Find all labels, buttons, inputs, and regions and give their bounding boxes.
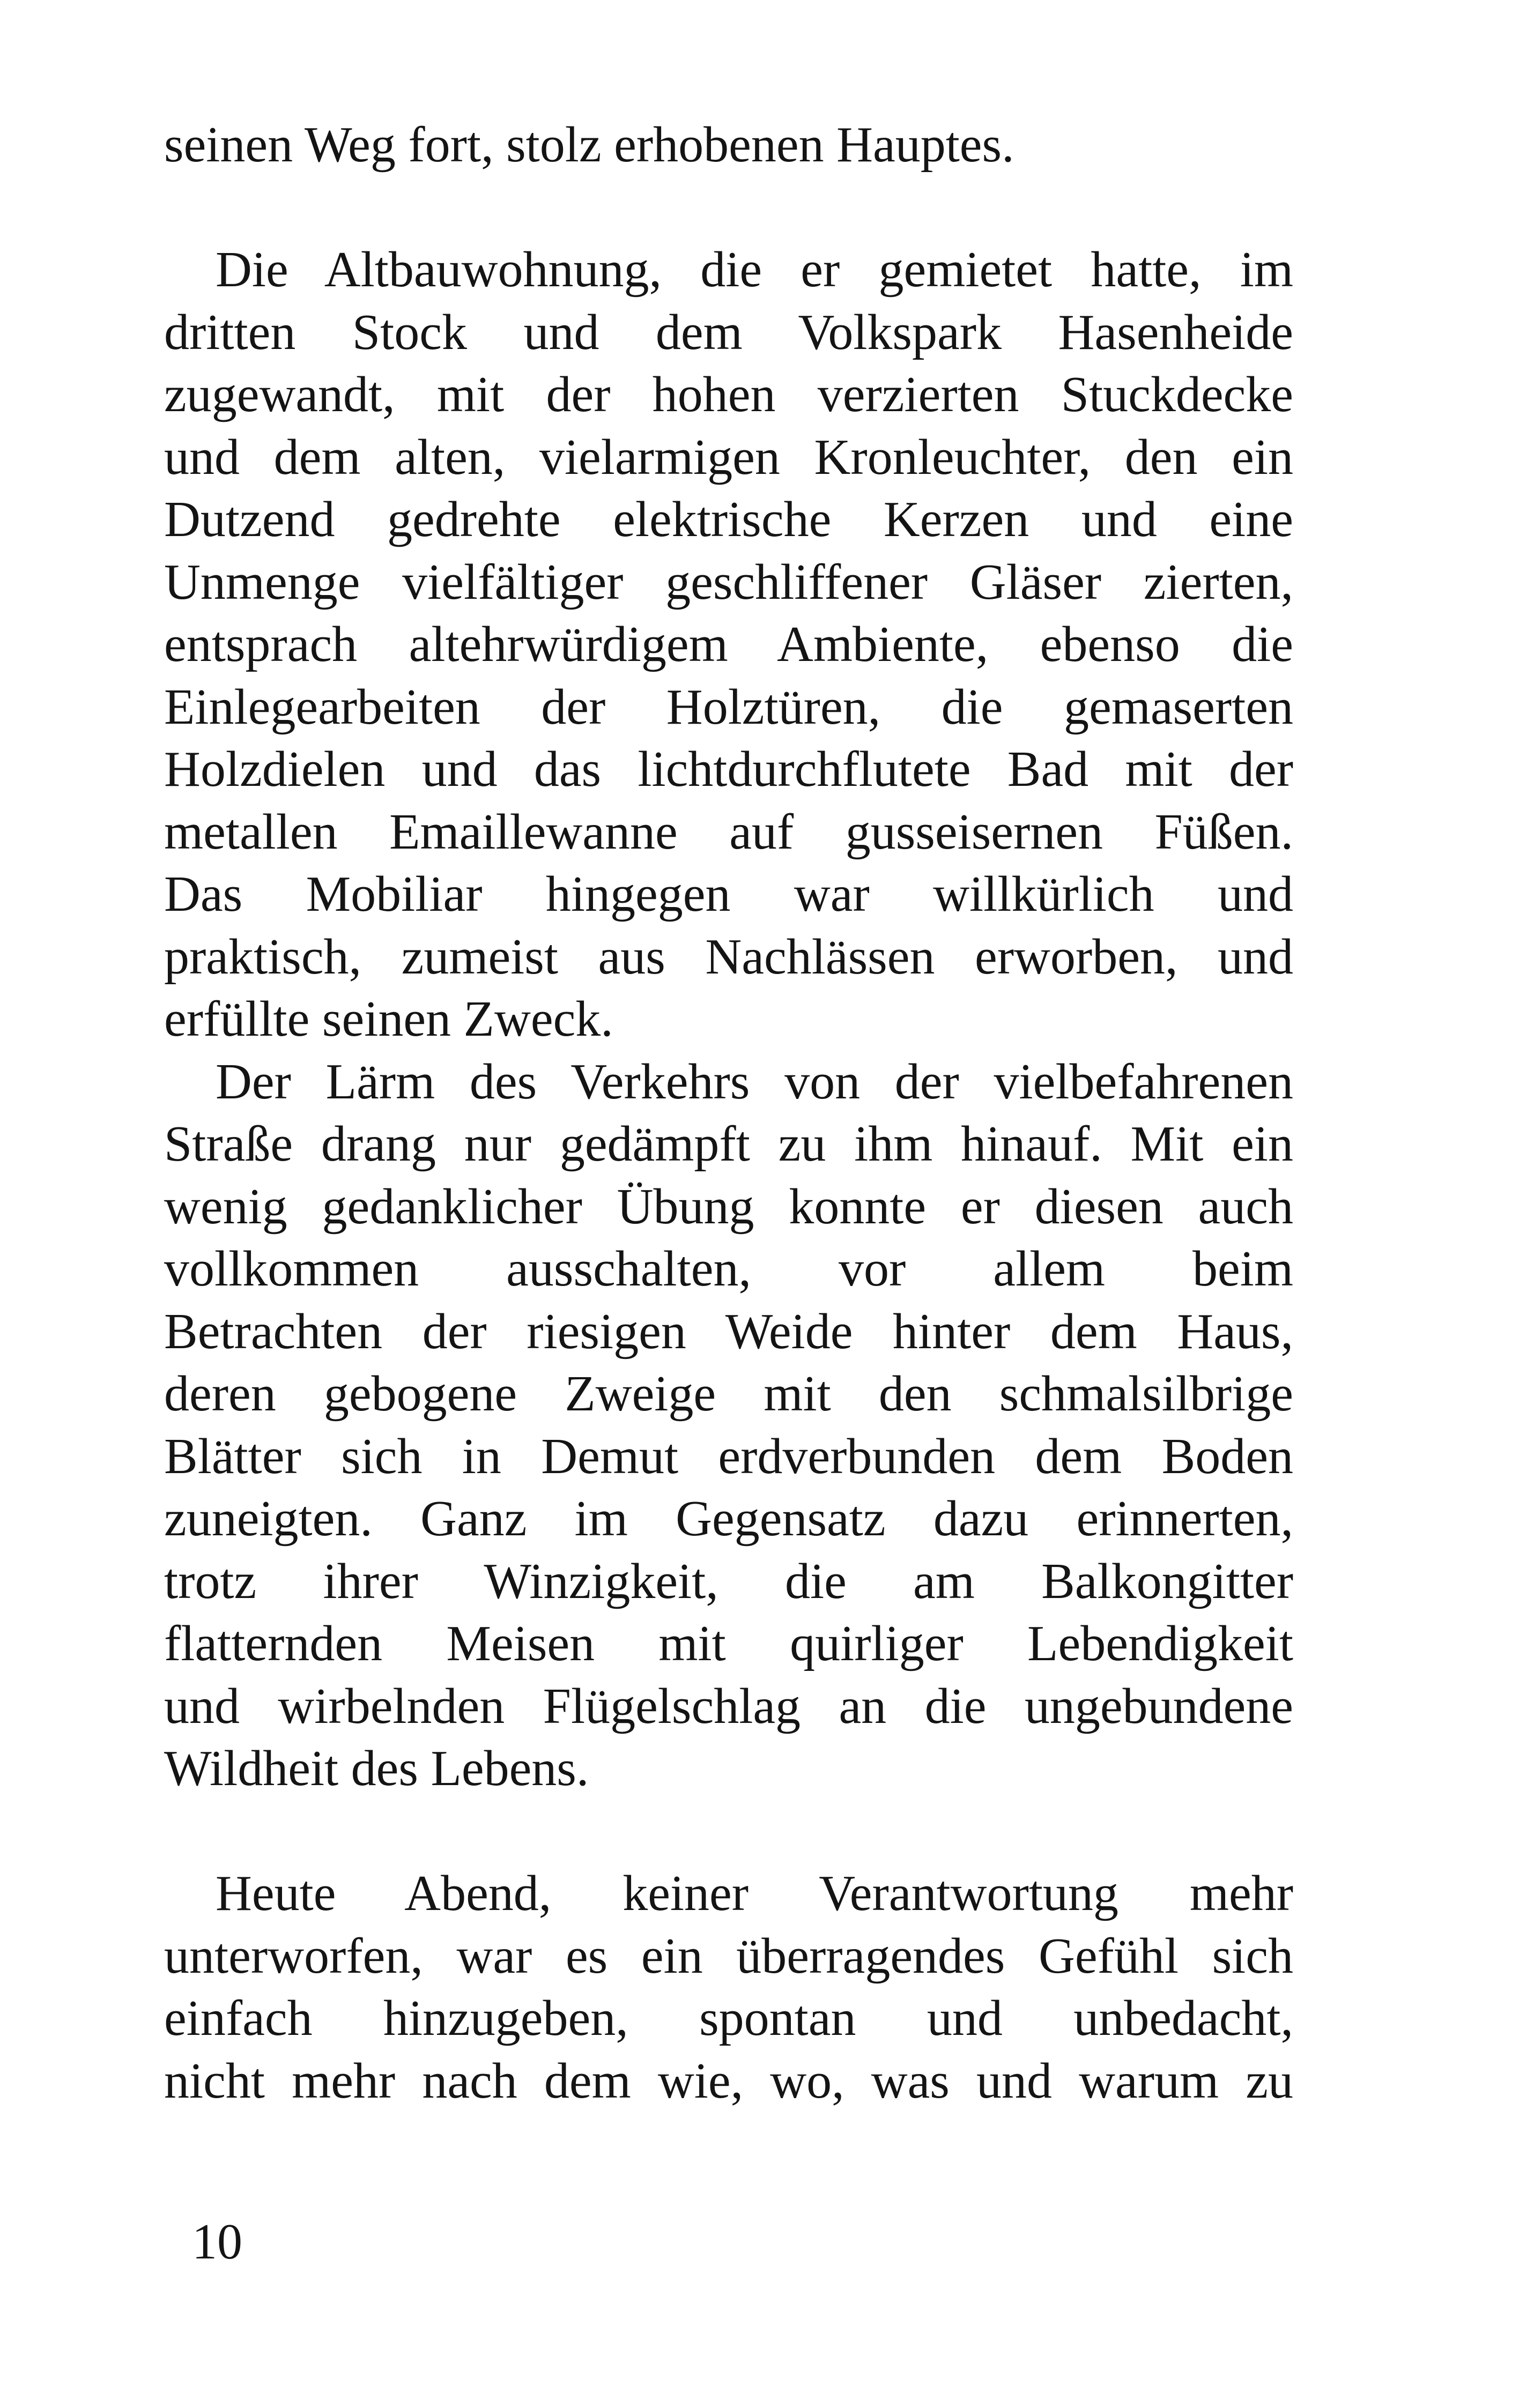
paragraph [164,1862,1293,2112]
paragraph [164,1051,1293,1800]
paragraph-gap [164,1800,1293,1863]
text-line: dritten Stock und dem Volkspark Hasenheide [164,304,1293,360]
paragraph-gap [164,176,1293,239]
text-line: Blätter sich in Demut erdverbunden dem Boden [164,1428,1293,1484]
text-line: einfach hinzugeben, spontan und unbedacht, [164,1990,1293,2046]
text-line: praktisch, zumeist aus Nachlässen erworben, und [164,928,1293,985]
text-line: und wirbelnden Flügelschlag an die ungebundene [164,1678,1293,1734]
text-line: entsprach altehrwürdigem Ambiente, ebenso die [164,616,1293,672]
text-line: erfüllte seinen Zweck. [164,991,613,1047]
text-line: Einlegearbeiten der Holztüren, die gemaserten [164,679,1293,735]
text-line: deren gebogene Zweige mit den schmalsilbrige [164,1366,1293,1422]
text-line: wenig gedanklicher Übung konnte er diesen auch [164,1178,1293,1235]
text-line: Unmenge vielfältiger geschliffener Gläser zierten, [164,554,1293,610]
text-line: Dutzend gedrehte elektrische Kerzen und eine [164,492,1293,547]
text-line: nicht mehr nach dem wie, wo, was und warum zu [164,2053,1293,2109]
text-line: unterworfen, war es ein überragendes Gefühl sich [164,1928,1293,1984]
text-line: flatternden Meisen mit quirliger Lebendigkeit [164,1616,1293,1671]
paragraph [164,239,1293,1051]
text-line: zugewandt, mit der hohen verzierten Stuckdecke [164,367,1293,422]
text-line: Betrachten der riesigen Weide hinter dem Haus, [164,1303,1293,1359]
text-line: Straße drang nur gedämpft zu ihm hinauf. Mit ein [164,1116,1293,1172]
text-line: trotz ihrer Winzigkeit, die am Balkongitter [164,1553,1293,1609]
text-line: Wildheit des Lebens. [164,1741,589,1796]
page-number: 10 [192,2214,242,2270]
paragraph [164,114,1293,176]
text-line: zuneigten. Ganz im Gegensatz dazu erinnerten, [164,1491,1293,1547]
text-line: vollkommen ausschalten, vor allem beim [164,1241,1293,1297]
text-line: Der Lärm des Verkehrs von der vielbefahrenen [216,1053,1293,1110]
text-line: und dem alten, vielarmigen Kronleuchter, den ein [164,429,1293,485]
text-line: Die Altbauwohnung, die er gemietet hatte, im [216,242,1293,298]
text-line: Das Mobiliar hingegen war willkürlich und [164,866,1293,922]
body-text [164,114,1293,2112]
text-line: seinen Weg fort, stolz erhobenen Hauptes. [164,117,1014,173]
text-line: Heute Abend, keiner Verantwortung mehr [216,1866,1293,1921]
text-line: Holzdielen und das lichtdurchflutete Bad mit der [164,741,1293,797]
text-line: metallen Emaillewanne auf gusseisernen Füßen. [164,804,1293,860]
